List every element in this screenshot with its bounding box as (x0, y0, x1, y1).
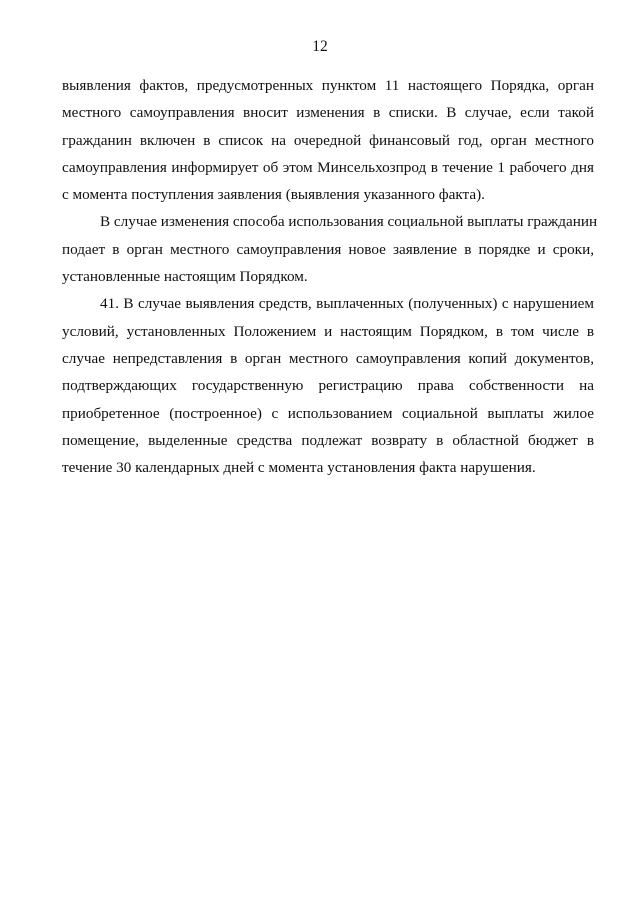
page-number: 12 (312, 38, 328, 55)
text-line: течение 30 календарных дней с момента установления факта нарушения. (62, 459, 536, 477)
text-line: самоуправления информирует об этом Минсельхозпрод в течение 1 рабочего дня (62, 158, 594, 176)
document-body (62, 72, 598, 481)
text-line: случае непредставления в орган местного самоуправления копий документов, (62, 349, 594, 367)
text-line: местного самоуправления вносит изменения в списки. В случае, если такой (62, 104, 594, 122)
text-line: условий, установленных Положением и настоящим Порядком, в том числе в (62, 322, 594, 340)
text-line: В случае изменения способа использования социальной выплаты гражданин (100, 213, 598, 231)
text-line: с момента поступления заявления (выявления указанного факта). (62, 186, 485, 204)
paragraph-1 (62, 72, 594, 208)
paragraph-3-item-41 (62, 290, 594, 481)
text-line: установленные настоящим Порядком. (62, 268, 308, 286)
text-line: выявления фактов, предусмотренных пунктом 11 настоящего Порядка, орган (62, 77, 594, 94)
text-line: 41. В случае выявления средств, выплаченных (полученных) с нарушением (100, 295, 594, 313)
text-line: приобретенное (построенное) с использованием социальной выплаты жилое (62, 404, 594, 422)
paragraph-2 (62, 208, 598, 290)
text-line: гражданин включен в список на очередной финансовый год, орган местного (62, 131, 594, 149)
text-line: помещение, выделенные средства подлежат возврату в областной бюджет в (62, 431, 594, 449)
text-line: подтверждающих государственную регистрацию права собственности на (62, 377, 594, 395)
text-line: подает в орган местного самоуправления новое заявление в порядке и сроки, (62, 240, 594, 258)
